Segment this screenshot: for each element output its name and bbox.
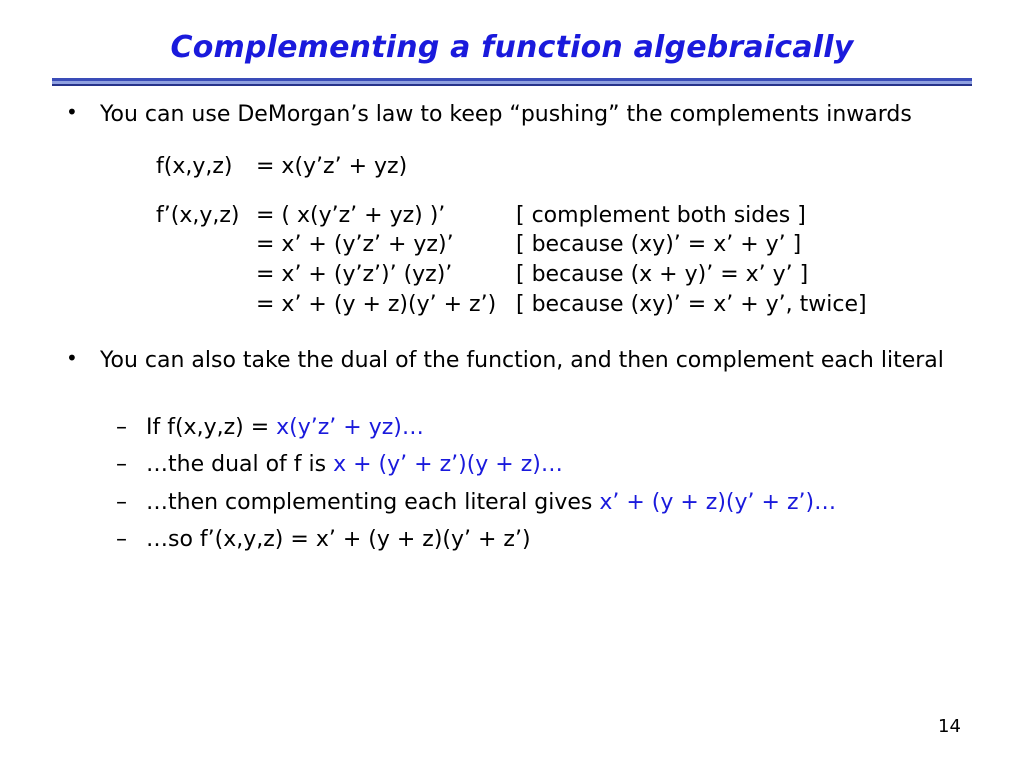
subitem-marker: – (116, 490, 127, 515)
subitem-prefix: …then complementing each literal gives (146, 490, 600, 515)
subitem-marker: – (116, 452, 127, 477)
equation-lhs: f(x,y,z) (156, 154, 233, 179)
derivation-reason: [ complement both sides ] (516, 203, 806, 228)
slide-title: Complementing a function algebraically (170, 30, 854, 65)
derivation-step: = x’ + (y + z)(y’ + z’) (256, 292, 497, 317)
subitem-highlight: x’ + (y + z)(y’ + z’) (599, 490, 815, 515)
page-number: 14 (938, 716, 961, 737)
bullet-marker: • (66, 100, 78, 124)
bullet-text: You can also take the dual of the function, and then complement each literal (100, 348, 944, 373)
subitem-suffix: … (540, 452, 563, 477)
derivation-step: = ( x(y’z’ + yz) )’ (256, 203, 446, 228)
subitem-highlight: x(y’z’ + yz) (276, 415, 402, 440)
derivation-reason: [ because (x + y)’ = x’ y’ ] (516, 262, 809, 287)
subitem-marker: – (116, 527, 127, 552)
bullet-text: You can use DeMorgan’s law to keep “pushing” the complements inwards (100, 102, 912, 127)
derivation-lhs: f’(x,y,z) (156, 203, 240, 228)
subitem-text (146, 527, 531, 552)
derivation-reason: [ because (xy)’ = x’ + y’, twice] (516, 292, 867, 317)
subitem-suffix: … (814, 490, 837, 515)
title-rule-shadow (52, 84, 972, 86)
derivation-step: = x’ + (y’z’ + yz)’ (256, 232, 454, 257)
bullet-marker: • (66, 346, 78, 370)
subitem-text (146, 490, 836, 515)
subitem-suffix: … (401, 415, 424, 440)
subitem-prefix: …the dual of f is (146, 452, 334, 477)
derivation-reason: [ because (xy)’ = x’ + y’ ] (516, 232, 802, 257)
equation-rhs: = x(y’z’ + yz) (256, 154, 408, 179)
subitem-marker: – (116, 415, 127, 440)
subitem-prefix: If f(x,y,z) = (146, 415, 277, 440)
subitem-highlight: x + (y’ + z’)(y + z) (333, 452, 541, 477)
subitem-text (146, 415, 424, 440)
subitem-text (146, 452, 563, 477)
subitem-prefix: …so f’(x,y,z) = x’ + (y + z)(y’ + z’) (146, 527, 531, 552)
derivation-step: = x’ + (y’z’)’ (yz)’ (256, 262, 453, 287)
